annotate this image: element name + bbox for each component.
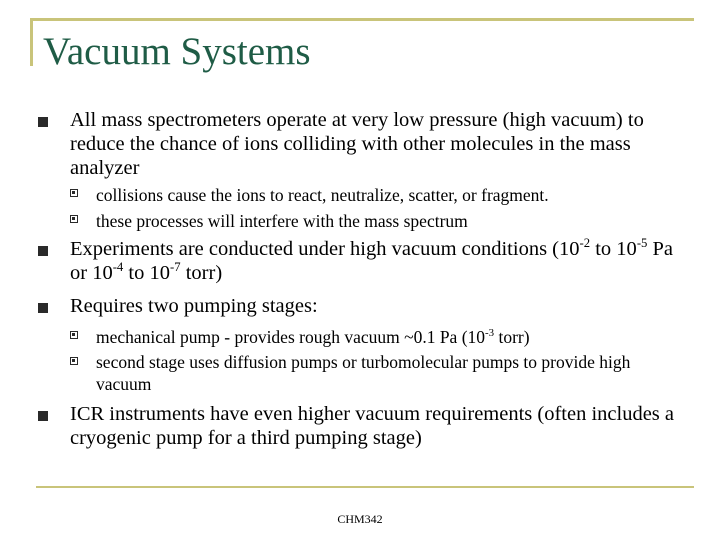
footer-divider	[36, 486, 694, 488]
exponent: -2	[579, 235, 591, 250]
sub-bullet-1-1: collisions cause the ions to react, neutralize, scatter, or fragment.	[96, 185, 549, 205]
sub-bullet-square-icon	[70, 357, 78, 365]
slide-footer: CHM342	[337, 512, 383, 526]
exponent: -4	[112, 259, 124, 274]
sub-3-1-text: mechanical pump - provides rough vacuum ~0.1 Pa (10	[96, 327, 486, 347]
bullet-2-text: to 10	[590, 238, 637, 260]
sub-bullet-3-1	[96, 326, 676, 348]
bullet-item-2	[70, 237, 690, 285]
sub-3-1-text: torr)	[494, 327, 530, 347]
bullet-2-text: torr)	[180, 262, 223, 284]
sub-bullet-square-icon	[70, 331, 78, 339]
exponent: -3	[485, 326, 495, 339]
slide-title: Vacuum Systems	[43, 30, 311, 73]
bullet-square-icon	[38, 117, 48, 127]
bullet-2-text: Experiments are conducted under high vacuum conditions (10	[70, 238, 580, 260]
sub-bullet-square-icon	[70, 215, 78, 223]
sub-bullet-1-2: these processes will interfere with the mass spectrum	[96, 211, 468, 231]
bullet-square-icon	[38, 303, 48, 313]
title-frame-horizontal	[30, 18, 694, 21]
bullet-item-1: All mass spectrometers operate at very low pressure (high vacuum) to reduce the chance of ions colliding with other molecules in the mass analyzer	[70, 109, 644, 179]
exponent: -7	[170, 259, 181, 274]
exponent: -5	[636, 235, 648, 250]
bullet-item-4: ICR instruments have even higher vacuum requirements (often includes a cryogenic pump for a third pumping stage)	[70, 403, 674, 449]
bullet-square-icon	[38, 411, 48, 421]
title-frame-vertical	[30, 18, 33, 66]
sub-bullet-square-icon	[70, 189, 78, 197]
bullet-2-text: to 10	[123, 262, 170, 284]
sub-bullet-3-2: second stage uses diffusion pumps or turbomolecular pumps to provide high vacuum	[96, 352, 631, 394]
bullet-item-3: Requires two pumping stages:	[70, 295, 318, 317]
bullet-2-text: Pa or 10	[70, 238, 674, 284]
bullet-square-icon	[38, 246, 48, 256]
